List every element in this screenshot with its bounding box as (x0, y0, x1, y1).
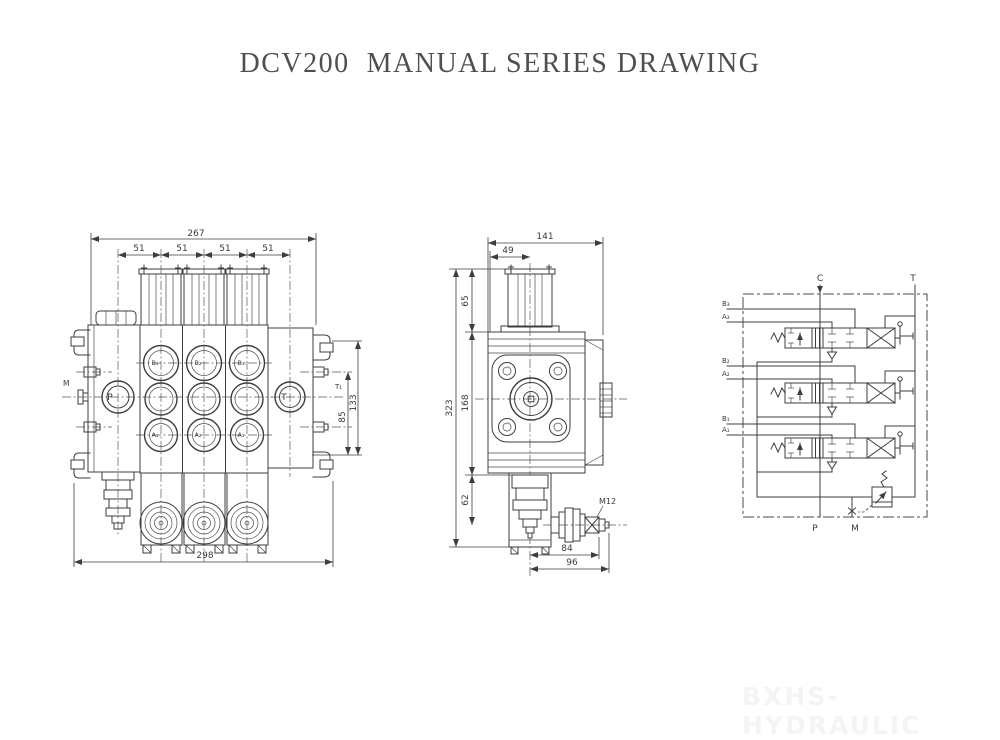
dim-port-height: 85 (338, 411, 348, 423)
dim-overall-bottom: 298 (196, 551, 214, 561)
port-label-b3: B₃ (237, 359, 245, 367)
port-label-a1: A₁ (151, 431, 159, 439)
port-label-m-sch: M (851, 524, 859, 534)
schematic-bottom-ports (812, 497, 859, 534)
dim-lever-x1: 84 (561, 544, 573, 554)
port-label-p: P (107, 393, 113, 403)
page-title: DCV200 MANUAL SERIES DRAWING (239, 48, 761, 79)
dim-cap-offset: 49 (502, 246, 514, 256)
front-right-dimensions (312, 341, 362, 455)
label-b1: B₁ (722, 415, 730, 423)
schematic-top-ports (817, 274, 916, 294)
label-b2: B₂ (722, 357, 730, 365)
hydraulic-schematic (695, 265, 975, 565)
side-body (488, 332, 603, 473)
schematic-main-lines (757, 294, 915, 517)
dim-pitch-1: 51 (133, 244, 145, 254)
port-label-a2: A₂ (194, 431, 202, 439)
port-label-t1: T₁ (335, 383, 343, 391)
label-a3: A₃ (722, 313, 730, 321)
relief-valve-symbol (858, 471, 892, 512)
port-label-b2: B₂ (194, 359, 202, 367)
dim-total-height-side: 323 (445, 399, 455, 417)
side-left-dimensions (445, 269, 513, 547)
port-label-p-sch: P (812, 524, 818, 534)
dim-pitch-3: 51 (219, 244, 231, 254)
front-outlet-section (268, 328, 313, 468)
label-a1: A₁ (722, 426, 730, 434)
port-label-c: C (816, 274, 824, 284)
side-rear-plug (600, 383, 612, 417)
schematic-boundary (743, 294, 927, 517)
front-left-bracket (71, 330, 100, 478)
dim-lower-height: 62 (461, 494, 471, 506)
front-bottom-dimension (74, 481, 333, 567)
label-a2: A₂ (722, 370, 730, 378)
dim-pitch-4: 51 (262, 244, 274, 254)
port-label-t-sch: T (910, 274, 916, 284)
port-label-b1: B₁ (151, 359, 159, 367)
watermark: BXHS-HYDRAULIC (742, 682, 922, 740)
directional-valve-1 (757, 426, 915, 472)
dim-total-height: 133 (349, 394, 359, 412)
port-label-t: T (281, 393, 287, 403)
dim-body-height: 168 (461, 394, 471, 412)
side-top-dimensions (488, 232, 603, 335)
front-m-fitting (63, 379, 88, 404)
dim-cap-height: 65 (461, 295, 471, 307)
label-b3: B₃ (722, 300, 730, 308)
directional-valve-2 (757, 371, 915, 417)
front-right-bracket (313, 335, 333, 477)
front-inlet-section (88, 311, 140, 472)
side-view-drawing (435, 225, 665, 595)
dim-side-width: 141 (536, 232, 554, 242)
port-label-a3: A₃ (237, 431, 245, 439)
valve-symbols (757, 316, 915, 472)
side-mounting-flange (492, 355, 570, 442)
directional-valve-3 (757, 316, 915, 362)
port-label-m: M (63, 379, 70, 388)
side-lever-assembly (551, 497, 616, 542)
dim-overall-width: 267 (187, 229, 205, 239)
front-view-drawing (60, 225, 380, 595)
dim-lever-x2: 96 (566, 558, 578, 568)
thread-label-m12: M12 (599, 497, 617, 506)
dim-pitch-2: 51 (176, 244, 188, 254)
